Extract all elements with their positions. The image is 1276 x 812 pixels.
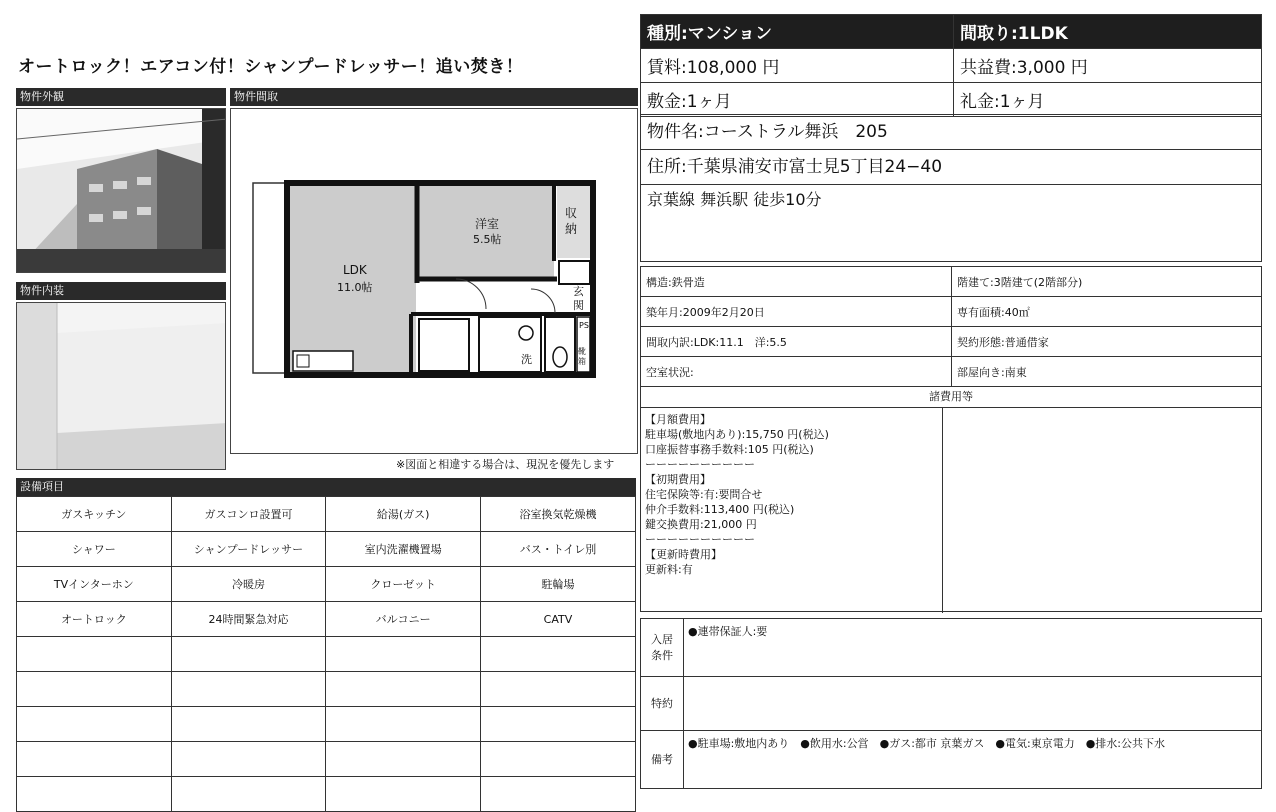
exterior-section-label: 物件外観 [16, 88, 226, 106]
equipment-cell: 給湯(ガス) [326, 497, 481, 532]
bedroom-size-label: 5.5帖 [473, 233, 502, 246]
fees-line: 仲介手数料:113,400 円(税込) [645, 503, 795, 516]
fees-box [640, 386, 1262, 612]
layout-breakdown-value: 間取内訳:LDK:11.1 洋:5.5 [641, 327, 952, 357]
fees-line: ーーーーーーーーーー [645, 533, 755, 546]
equipment-row [17, 777, 636, 812]
fees-line: ーーーーーーーーーー [645, 458, 755, 471]
equipment-cell [480, 707, 635, 742]
special-terms-label: 特約 [641, 677, 684, 731]
details-row [641, 297, 1262, 327]
equipment-row [17, 742, 636, 777]
equipment-cell: 駐輪場 [480, 567, 635, 602]
property-name: 物件名:コーストラル舞浜 205 [641, 115, 1261, 150]
floorplan-drawing[interactable] [230, 108, 638, 454]
special-terms-value [684, 677, 1262, 731]
details-row [641, 357, 1262, 387]
summary-table [640, 14, 1262, 117]
interior-section-label: 物件内装 [16, 282, 226, 300]
entry-conditions-label: 入居条件 [641, 619, 684, 677]
deposit-value: 敷金:1ヶ月 [641, 83, 954, 117]
shoebox-label: 靴箱 [578, 347, 586, 366]
equipment-cell [171, 637, 326, 672]
floors-value: 階建て:3階建て(2階部分) [952, 267, 1262, 297]
property-access: 京葉線 舞浜駅 徒歩10分 [647, 190, 822, 209]
key-money-value: 礼金:1ヶ月 [954, 83, 1262, 117]
equipment-cell [171, 707, 326, 742]
entry-conditions-value: ●連帯保証人:要 [684, 619, 1262, 677]
equipment-row [17, 707, 636, 742]
layout-type: 間取り:1LDK [954, 15, 1262, 49]
equipment-section-label: 設備項目 [16, 478, 636, 496]
equipment-cell: バス・トイレ別 [480, 532, 635, 567]
equipment-cell: シャワー [17, 532, 172, 567]
wash-label: 洗 [521, 353, 532, 366]
property-info-box [640, 114, 1262, 262]
fees-list [641, 408, 943, 613]
fees-line: 住宅保険等:有:要問合せ [645, 488, 763, 501]
ldk-size-label: 11.0帖 [337, 281, 373, 294]
equipment-cell: 冷暖房 [171, 567, 326, 602]
equipment-row [17, 672, 636, 707]
equipment-cell: ガスコンロ設置可 [171, 497, 326, 532]
equipment-cell [171, 672, 326, 707]
remarks-value: ●駐車場:敷地内あり ●飲用水:公営 ●ガス:都市 京葉ガス ●電気:東京電力 ●排水:公共下水 [684, 731, 1262, 789]
fees-line: 口座振替事務手数料:105 円(税込) [645, 443, 814, 456]
ldk-label: LDK [343, 263, 367, 277]
fees-line: 鍵交換費用:21,000 円 [645, 518, 757, 531]
vacancy-value: 空室状況: [641, 357, 952, 387]
bedroom-label: 洋室 [475, 217, 500, 231]
equipment-cell: ガスキッチン [17, 497, 172, 532]
equipment-cell [17, 777, 172, 812]
equipment-cell: TVインターホン [17, 567, 172, 602]
equipment-cell [326, 742, 481, 777]
interior-photo[interactable] [16, 302, 226, 470]
equipment-row [17, 497, 636, 532]
equipment-row [17, 637, 636, 672]
equipment-cell [326, 777, 481, 812]
equipment-cell [480, 777, 635, 812]
equipment-cell [17, 637, 172, 672]
equipment-cell: クローゼット [326, 567, 481, 602]
equipment-cell [17, 707, 172, 742]
equipment-cell: CATV [480, 602, 635, 637]
equipment-cell [480, 742, 635, 777]
equipment-cell: 24時間緊急対応 [171, 602, 326, 637]
fees-title: 諸費用等 [641, 387, 1261, 408]
orientation-value: 部屋向き:南東 [952, 357, 1262, 387]
equipment-cell [326, 637, 481, 672]
equipment-cell: オートロック [17, 602, 172, 637]
fees-line: 駐車場(敷地内あり):15,750 円(税込) [645, 428, 829, 441]
equipment-cell [480, 672, 635, 707]
built-date-value: 築年月:2009年2月20日 [641, 297, 952, 327]
equipment-cell [171, 777, 326, 812]
conditions-table [640, 618, 1262, 789]
rent-value: 賃料:108,000 円 [641, 49, 954, 83]
equipment-cell [17, 672, 172, 707]
floorplan-section-label: 物件間取 [230, 88, 638, 106]
contract-type-value: 契約形態:普通借家 [952, 327, 1262, 357]
equipment-row [17, 532, 636, 567]
equipment-cell [326, 707, 481, 742]
ps-label: PS [579, 321, 589, 330]
equipment-row [17, 602, 636, 637]
equipment-cell [326, 672, 481, 707]
equipment-row [17, 567, 636, 602]
details-table [640, 266, 1262, 387]
equipment-cell [171, 742, 326, 777]
fees-line: 更新料:有 [645, 563, 693, 576]
fees-empty-column [943, 408, 1261, 613]
equipment-cell: 室内洗濯機置場 [326, 532, 481, 567]
property-type: 種別:マンション [641, 15, 954, 49]
exterior-photo[interactable] [16, 108, 226, 273]
equipment-cell: 浴室換気乾燥機 [480, 497, 635, 532]
equipment-table [16, 496, 636, 812]
fees-line: 【更新時費用】 [645, 548, 722, 561]
equipment-cell: シャンプードレッサー [171, 532, 326, 567]
property-address: 住所:千葉県浦安市富士見5丁目24−40 [641, 150, 1261, 185]
common-fee-value: 共益費:3,000 円 [954, 49, 1262, 83]
equipment-cell [17, 742, 172, 777]
structure-value: 構造:鉄骨造 [641, 267, 952, 297]
details-row [641, 327, 1262, 357]
equipment-cell: バルコニー [326, 602, 481, 637]
storage-label: 収納 [565, 206, 578, 236]
equipment-cell [480, 637, 635, 672]
fees-line: 【月額費用】 [645, 413, 711, 426]
remarks-label: 備考 [641, 731, 684, 789]
listing-headline: オートロック！エアコン付！シャンプードレッサー！追い焚き！ [18, 57, 524, 77]
details-row [641, 267, 1262, 297]
fees-line: 【初期費用】 [645, 473, 711, 486]
entrance-label: 玄関 [573, 285, 584, 312]
area-value: 専有面積:40㎡ [952, 297, 1262, 327]
disclaimer-note: ※図面と相違する場合は、現況を優先します [396, 458, 615, 471]
